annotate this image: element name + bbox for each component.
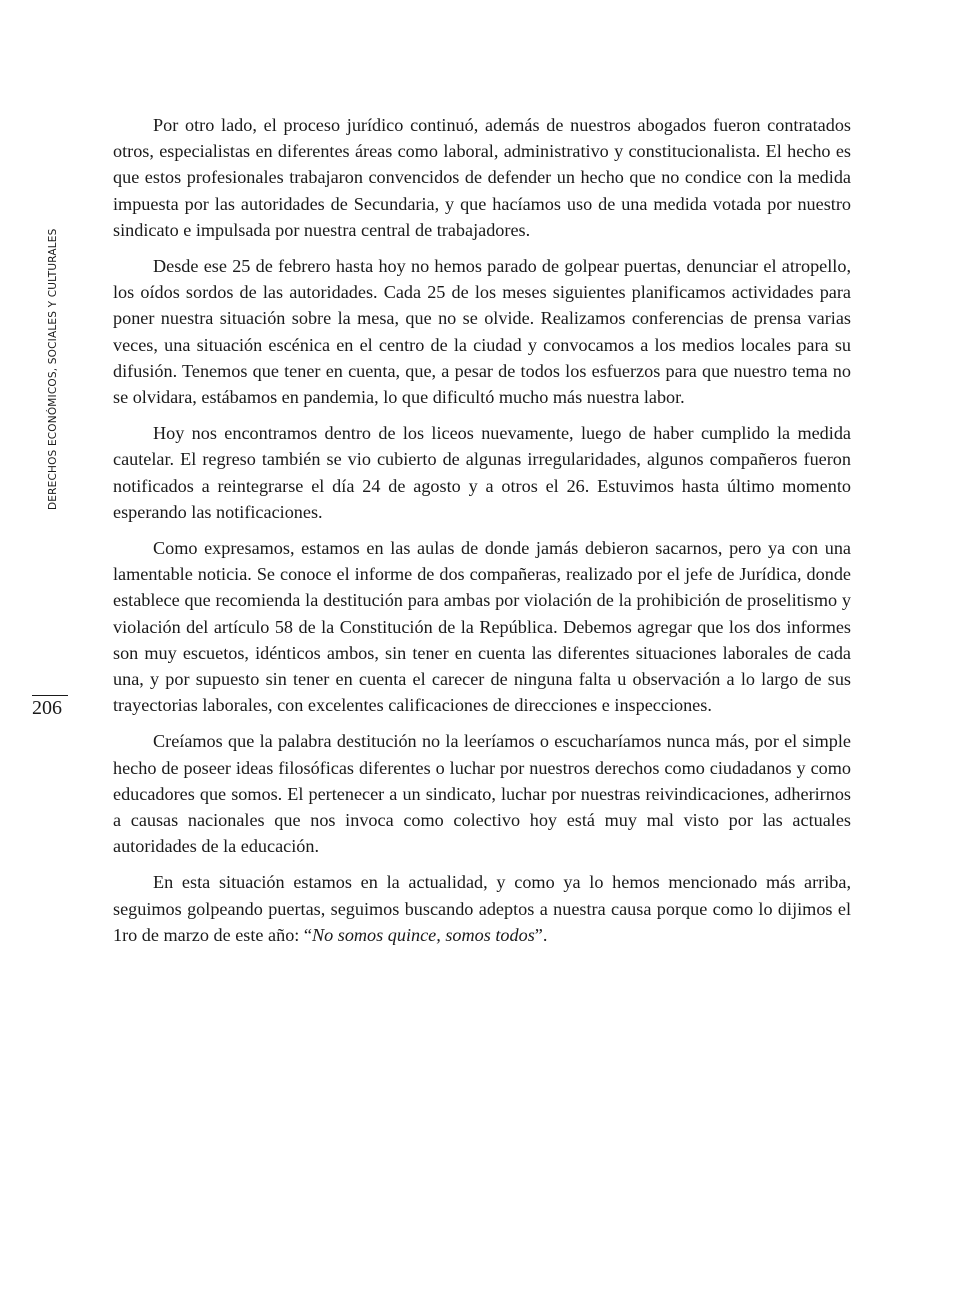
paragraph-text: En esta situación estamos en la actualidad, y como ya lo hemos mencionado más arriba, seguimos golpeando puertas, seguimos buscando adeptos a nuestra causa porque como lo dijimos el 1ro de marzo de este año: “ xyxy=(113,872,851,945)
paragraph: Como expresamos, estamos en las aulas de donde jamás debieron sacarnos, pero ya con una lamentable noticia. Se conoce el informe de dos compañeras, realizado por el jefe de Jurídica, donde establece que recomienda la destitución para ambas por violación de la prohibición de proselitismo y violación del artículo 58 de la Constitución de la República. Debemos agregar que los dos informes son muy escuetos, idénticos ambos, sin tener en cuenta las diferentes situaciones laborales de cada una, y por supuesto sin tener en cuenta el carecer de ninguna falta u observación a lo largo de sus trayectorias laborales, con excelentes calificaciones de direcciones e inspecciones. xyxy=(113,538,851,716)
page-number-rule xyxy=(32,695,68,696)
paragraph: Por otro lado, el proceso jurídico continuó, además de nuestros abogados fueron contratados otros, especialistas en diferentes áreas como laboral, administrativo y constitucionalista. El hecho es que estos profesionales trabajaron convencidos de defender un hecho que no condice con la medida impuesta por las autoridades de Secundaria, y que hacíamos uso de una medida votada por nuestro sindicato e impulsada por nuestra central de trabajadores. xyxy=(113,115,851,240)
running-header: DERECHOS ECONÓMICOS, SOCIALES Y CULTURALES xyxy=(47,228,59,510)
paragraph-text: ”. xyxy=(534,924,548,945)
paragraph: Desde ese 25 de febrero hasta hoy no hemos parado de golpear puertas, denunciar el atropello, los oídos sordos de las autoridades. Cada 25 de los meses siguientes planificamos actividades para poner nuestra situación sobre la mesa, que no se olvide. Realizamos conferencias de prensa varias veces, una situación escénica en el centro de la ciudad y convocamos a los medios locales para su difusión. Tenemos que tener en cuenta, que, a pesar de todos los esfuerzos para que nuestro tema no se olvidara, estábamos en pandemia, lo que dificultó mucho más nuestra labor. xyxy=(113,256,851,408)
quote-text: No somos quince, somos todos xyxy=(311,924,535,945)
page-number: 206 xyxy=(32,697,62,719)
paragraph: Hoy nos encontramos dentro de los liceos nuevamente, luego de haber cumplido la medida cautelar. El regreso también se vio cubierto de algunas irregularidades, algunos compañeros fueron notificados a reintegrarse el día 24 de agosto y a otros el 26. Estuvimos hasta último momento esperando las notificaciones. xyxy=(113,423,851,522)
paragraph: Creíamos que la palabra destitución no la leeríamos o escucharíamos nunca más, por el simple hecho de poseer ideas filosóficas diferentes o luchar por nuestros derechos como ciudadanos y como educadores que somos. El pertenecer a un sindicato, luchar por nuestras reivindicaciones, adherirnos a causas nacionales que nos invoca como colectivo hoy está muy mal visto por las actuales autoridades de la educación. xyxy=(113,731,851,857)
paragraph xyxy=(113,869,851,948)
body-text xyxy=(113,112,851,958)
